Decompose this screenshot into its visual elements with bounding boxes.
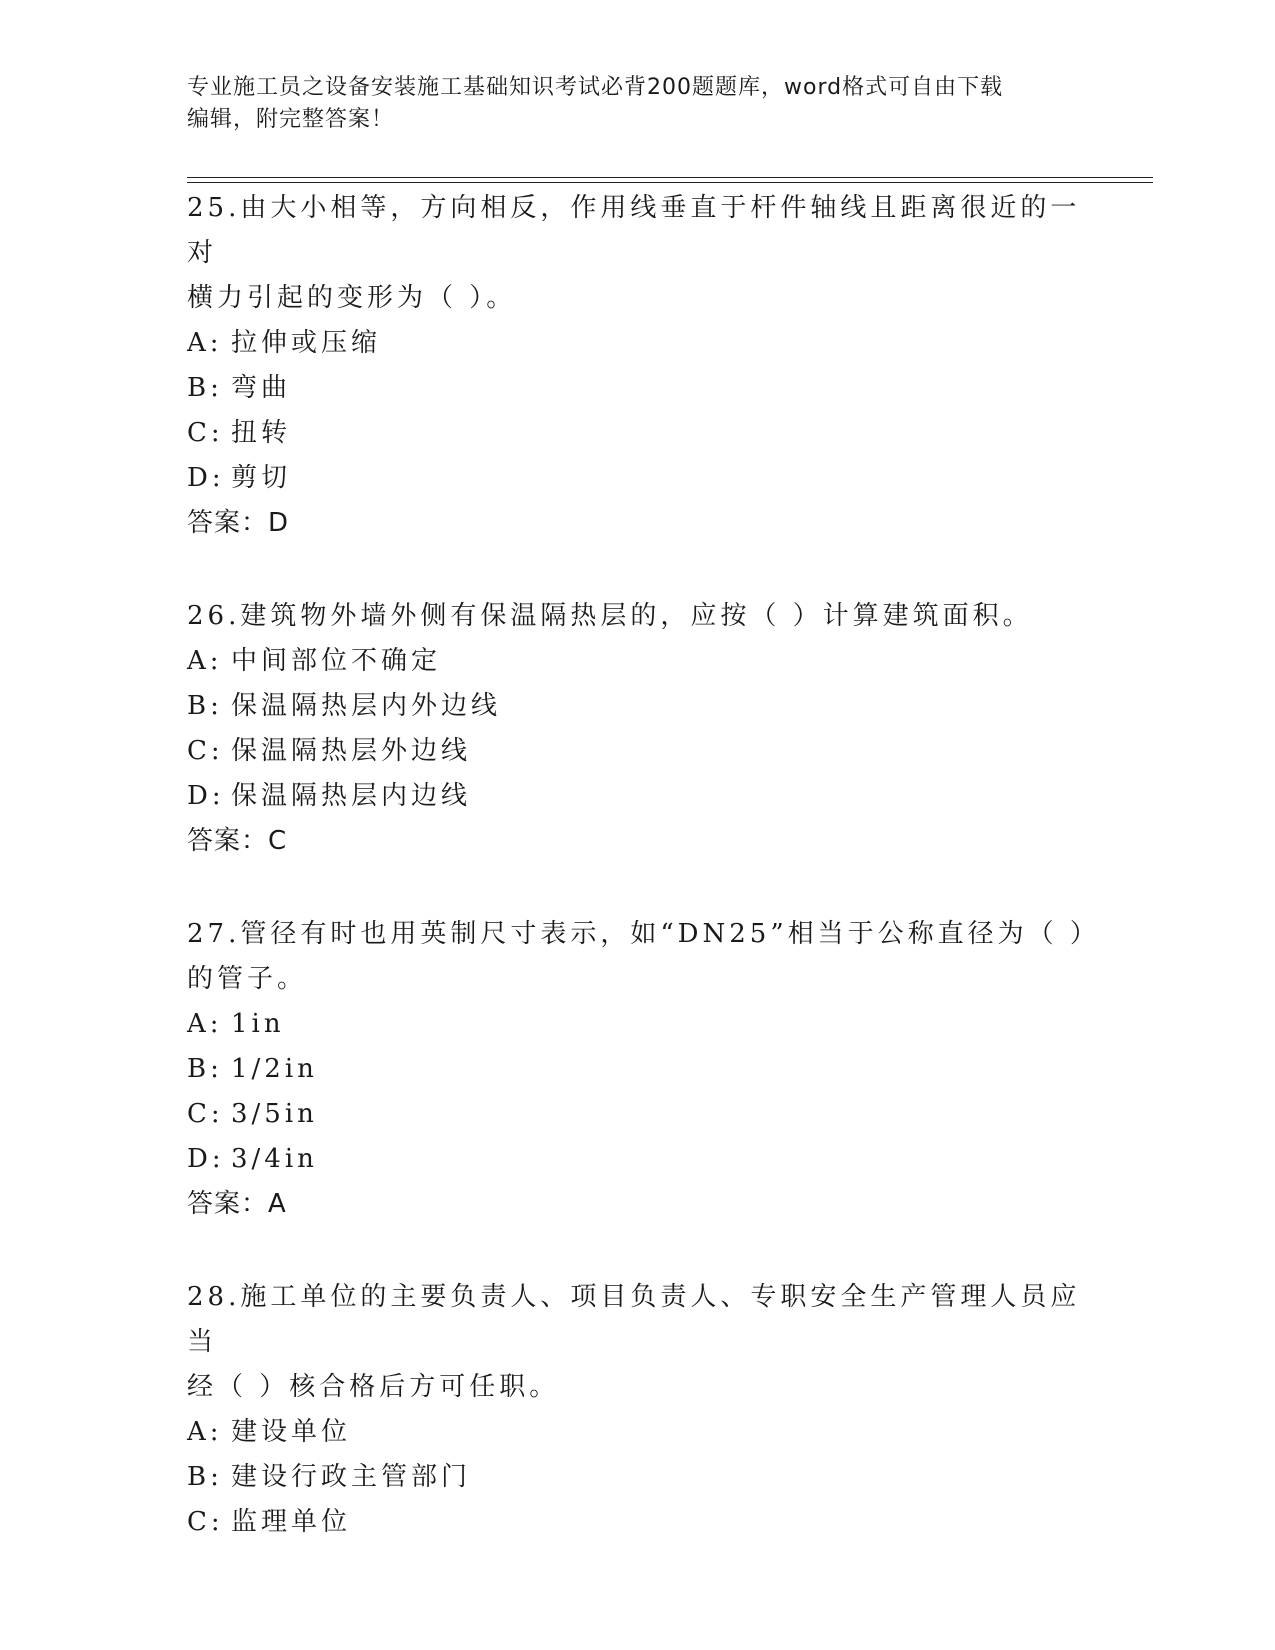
question-text-line-2: 经（ ）核合格后方可任职。: [187, 1372, 560, 1402]
option-letter: C:: [187, 1507, 224, 1537]
option-letter: D:: [187, 463, 225, 493]
option-text: 拉伸或压缩: [231, 328, 382, 358]
option-letter: C:: [187, 736, 224, 766]
question-28: [187, 1275, 1087, 1545]
option-a: [187, 1410, 1087, 1455]
option-c: [187, 1092, 1087, 1137]
option-text: 弯曲: [231, 373, 292, 403]
option-letter: A:: [187, 328, 223, 358]
answer-text: 答案：A: [187, 1189, 287, 1219]
option-letter: A:: [187, 646, 223, 676]
question-27: [187, 912, 1100, 1227]
option-letter: B:: [187, 1462, 223, 1492]
header-rule-bottom: [187, 182, 1153, 183]
option-b: [187, 366, 1087, 411]
question-25: [187, 186, 1087, 546]
option-text: 监理单位: [231, 1507, 352, 1537]
option-letter: A:: [187, 1009, 223, 1039]
answer-text: 答案：D: [187, 508, 290, 538]
option-b: [187, 684, 1087, 729]
question-list: [187, 186, 1100, 1593]
option-letter: D:: [187, 781, 225, 811]
option-a: [187, 321, 1087, 366]
option-text: 建设单位: [231, 1417, 352, 1447]
option-text: 保温隔热层内外边线: [231, 691, 502, 721]
option-d: [187, 456, 1087, 501]
header-rule-top: [187, 177, 1153, 178]
option-text: 扭转: [231, 418, 292, 448]
option-text: 3/4in: [231, 1144, 318, 1174]
option-letter: C:: [187, 1099, 224, 1129]
option-d: [187, 1137, 1087, 1182]
option-text: 保温隔热层内边线: [231, 781, 472, 811]
option-letter: A:: [187, 1417, 223, 1447]
option-d: [187, 774, 1087, 819]
option-letter: B:: [187, 373, 223, 403]
option-text: 剪切: [231, 463, 292, 493]
option-letter: C:: [187, 418, 224, 448]
question-text-line-1: 26.建筑物外墙外侧有保温隔热层的，应按（ ）计算建筑面积。: [187, 601, 1033, 631]
option-text: 保温隔热层外边线: [231, 736, 472, 766]
document-header: [187, 72, 1067, 136]
question-text-line-2: 横力引起的变形为（ ）。: [187, 283, 517, 313]
option-a: [187, 639, 1087, 684]
option-text: 1/2in: [231, 1054, 318, 1084]
option-a: [187, 1002, 1087, 1047]
option-c: [187, 411, 1087, 456]
option-b: [187, 1455, 1087, 1500]
option-letter: B:: [187, 691, 223, 721]
question-text-line-1: 28.施工单位的主要负责人、项目负责人、专职安全生产管理人员应当: [187, 1282, 1081, 1357]
answer-text: 答案：C: [187, 826, 288, 856]
header-line-2: 编辑，附完整答案！: [187, 107, 395, 132]
option-text: 中间部位不确定: [231, 646, 442, 676]
question-text-line-1: 25.由大小相等，方向相反，作用线垂直于杆件轴线且距离很近的一对: [187, 193, 1081, 268]
option-text: 建设行政主管部门: [231, 1462, 472, 1492]
option-letter: D:: [187, 1144, 225, 1174]
question-text-line-2: 的管子。: [187, 964, 308, 994]
option-c: [187, 729, 1087, 774]
option-b: [187, 1047, 1087, 1092]
option-c: [187, 1500, 1087, 1545]
option-letter: B:: [187, 1054, 223, 1084]
option-text: 3/5in: [231, 1099, 318, 1129]
header-line-1: 专业施工员之设备安装施工基础知识考试必背200题题库，word格式可自由下载: [187, 75, 1004, 100]
question-26: [187, 594, 1087, 864]
option-text: 1in: [231, 1009, 285, 1039]
question-text-line-1: 27.管径有时也用英制尺寸表示，如“DN25”相当于公称直径为（ ）: [187, 919, 1100, 949]
